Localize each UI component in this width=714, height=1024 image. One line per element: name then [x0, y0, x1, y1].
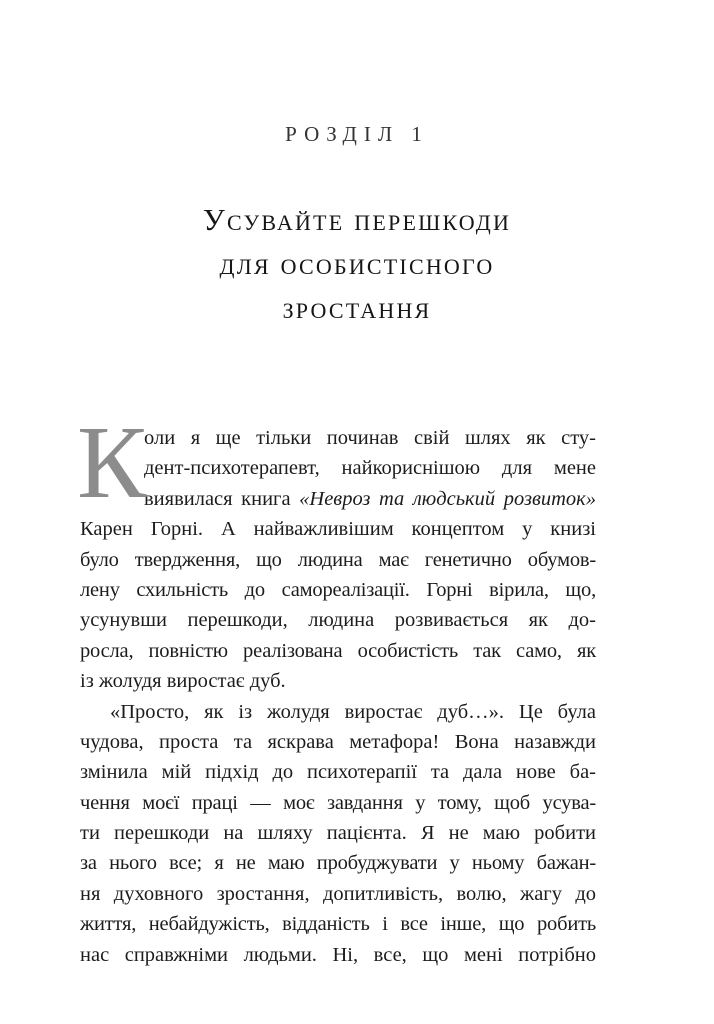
text-line: усунувши перешкоди, людина розвивається як до- — [80, 609, 596, 632]
text-line: життя, небайдужість, відданість і все інше, що робить — [80, 913, 596, 936]
text-line: «Просто, як із жолудя виростає дуб…». Це була — [110, 700, 596, 723]
chapter-title-line-2: для особистісного — [219, 246, 495, 281]
text-line: чення моєї праці — моє завдання у тому, щоб усува- — [80, 791, 596, 814]
chapter-label: РОЗДІЛ 1 — [285, 122, 429, 146]
chapter-title-line-1: Усувайте перешкоди — [202, 202, 512, 237]
text-line: росла, повністю реалізована особистість так само, як — [80, 639, 596, 662]
paragraph-1 — [80, 423, 596, 697]
text-line: Карен Горні. А найважливішим концептом у книзі — [80, 518, 596, 541]
paragraph-2 — [80, 697, 596, 971]
text-line: оли я ще тільки починав свій шлях як сту- — [144, 427, 596, 449]
text-line: нас справжніми людьми. Ні, все, що мені потрібно — [80, 943, 596, 966]
text-line: із жолудя виростає дуб. — [80, 670, 286, 693]
book-title-italic: «Невроз та людський розвиток» — [299, 487, 596, 510]
text-segment: виявилася книга — [144, 487, 300, 510]
chapter-title-line-3: зростання — [282, 290, 432, 325]
text-line: було твердження, що людина має генетично обумов- — [80, 548, 596, 571]
text-line: змінила мій підхід до психотерапії та дала нове ба- — [80, 761, 596, 784]
text-line: лену схильність до самореалізації. Горні вірила, що, — [80, 578, 596, 601]
text-line: чудова, проста та яскрава метафора! Вона назавжди — [80, 730, 596, 753]
drop-cap: К — [77, 405, 147, 520]
body-text — [77, 405, 596, 970]
text-line — [144, 484, 596, 514]
chapter-title — [40, 198, 674, 330]
text-line: ти перешкоди на шляху пацієнта. Я не маю робити — [80, 822, 596, 845]
text-line: дент-психотерапевт, найкориснішою для мене — [144, 457, 596, 480]
text-line: за нього все; я не маю пробуджувати у ньому бажан- — [80, 852, 596, 875]
text-line: ня духовного зростання, допитливість, волю, жагу до — [80, 882, 596, 905]
